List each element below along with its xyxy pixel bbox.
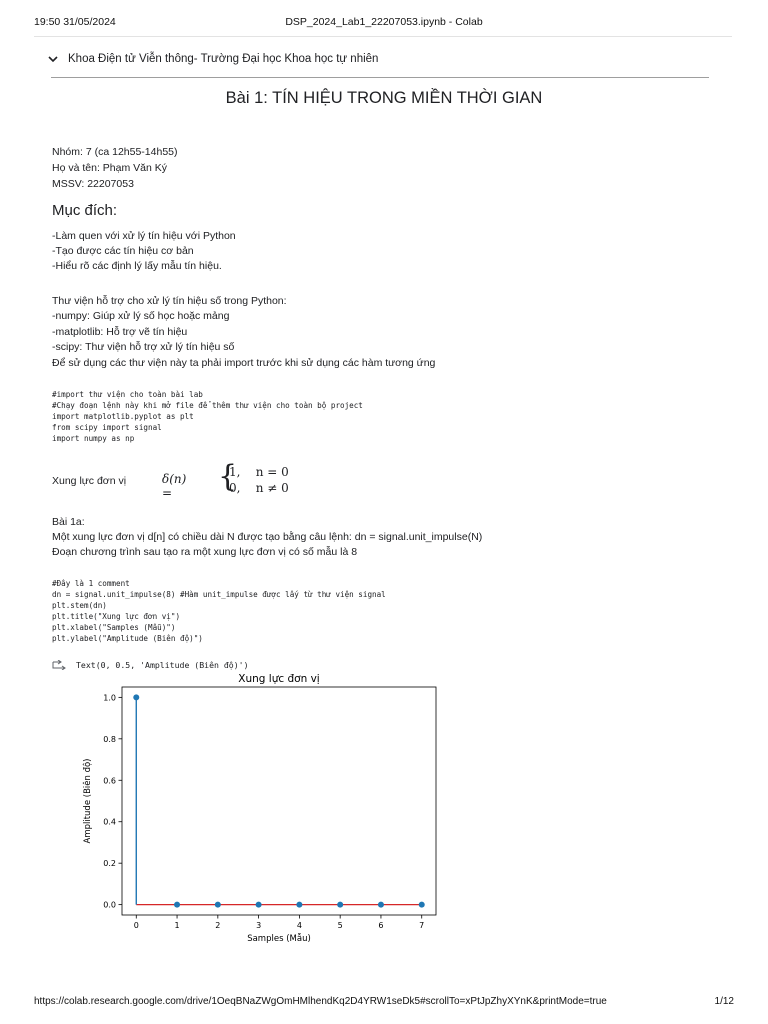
code-line: plt.ylabel("Amplitude (Biên độ)") bbox=[52, 634, 203, 643]
y-tick-label: 0.0 bbox=[103, 900, 116, 910]
library-item: -matplotlib: Hỗ trợ vẽ tín hiệu bbox=[52, 326, 188, 338]
library-item: -scipy: Thư viện hỗ trợ xử lý tín hiệu số bbox=[52, 341, 235, 353]
formula-brace: { bbox=[218, 459, 238, 494]
stem-marker bbox=[296, 902, 302, 908]
formula-label: Xung lực đơn vị bbox=[52, 475, 127, 487]
code-line: plt.xlabel("Samples (Mẫu)") bbox=[52, 623, 176, 632]
code-line: import matplotlib.pyplot as plt bbox=[52, 412, 194, 421]
footer-page-number: 1/12 bbox=[714, 996, 734, 1007]
y-tick-label: 0.2 bbox=[103, 859, 116, 869]
x-tick-label: 3 bbox=[256, 921, 262, 930]
x-tick-label: 6 bbox=[378, 921, 384, 930]
code-line: #Chạy đoạn lệnh này khi mở file để thêm thư viện cho toàn bộ project bbox=[52, 401, 363, 410]
plot-frame bbox=[122, 687, 436, 915]
print-header bbox=[34, 16, 734, 30]
footer-url: https://colab.research.google.com/drive/1OeqBNaZWgOmHMlhendKq2D4YRW1seDk5#scrollTo=xPtJpZhyXYnK&printMode=true bbox=[34, 996, 607, 1007]
info-student-id: MSSV: 22207053 bbox=[52, 178, 134, 190]
exercise-heading: Bài 1a: bbox=[52, 516, 85, 528]
purpose-item: -Làm quen với xử lý tín hiệu với Python bbox=[52, 230, 236, 242]
stem-marker bbox=[174, 902, 180, 908]
section-header[interactable] bbox=[46, 51, 378, 67]
purpose-item: -Hiểu rõ các định lý lấy mẫu tín hiệu. bbox=[52, 260, 222, 272]
y-tick-label: 0.6 bbox=[103, 776, 116, 786]
stem-marker bbox=[133, 694, 139, 700]
chart-title: Xung lực đơn vị bbox=[238, 673, 320, 685]
code-line: dn = signal.unit_impulse(8) #Hàm unit_impulse được lấy từ thư viện signal bbox=[52, 590, 386, 599]
stem-marker bbox=[256, 902, 262, 908]
output-arrow-icon bbox=[52, 660, 66, 670]
print-datetime: 19:50 31/05/2024 bbox=[34, 16, 116, 28]
libraries-note: Để sử dụng các thư viện này ta phải import trước khi sử dụng các hàm tương ứng bbox=[52, 357, 436, 369]
stem-marker bbox=[419, 902, 425, 908]
x-tick-label: 5 bbox=[337, 921, 343, 930]
y-tick-label: 1.0 bbox=[103, 693, 116, 703]
x-tick-label: 7 bbox=[419, 921, 425, 930]
formula-case-2: 0, n ≠ 0 bbox=[229, 481, 289, 495]
code-line: #import thư viện cho toàn bài lab bbox=[52, 390, 203, 399]
library-item: -numpy: Giúp xử lý số học hoặc mảng bbox=[52, 310, 230, 322]
formula-lhs: δ(n) = bbox=[162, 472, 187, 500]
purpose-item: -Tạo được các tín hiệu cơ bản bbox=[52, 245, 194, 257]
x-tick-label: 4 bbox=[296, 921, 302, 930]
page-title: Bài 1: TÍN HIỆU TRONG MIỀN THỜI GIAN bbox=[225, 89, 543, 107]
code-line: #Đây là 1 comment bbox=[52, 579, 130, 588]
y-tick-label: 0.8 bbox=[103, 734, 116, 744]
cell-output bbox=[52, 659, 249, 671]
code-line: from scipy import signal bbox=[52, 423, 162, 432]
print-doc-title: DSP_2024_Lab1_22207053.ipynb - Colab bbox=[285, 16, 483, 28]
exercise-line: Đoạn chương trình sau tạo ra một xung lực đơn vị có số mẫu là 8 bbox=[52, 546, 358, 558]
libraries-intro: Thư viện hỗ trợ cho xử lý tín hiệu số trong Python: bbox=[52, 295, 287, 307]
chevron-down-icon[interactable] bbox=[46, 52, 60, 66]
formula-case-1: 1, n = 0 bbox=[229, 465, 289, 479]
exercise-line: Một xung lực đơn vị d[n] có chiều dài N được tạo bằng câu lệnh: dn = signal.unit_impulse(N) bbox=[52, 531, 483, 543]
code-line: plt.stem(dn) bbox=[52, 601, 107, 610]
y-tick-label: 0.4 bbox=[103, 817, 116, 827]
purpose-heading: Mục đích: bbox=[52, 202, 118, 219]
info-name: Họ và tên: Phạm Văn Ký bbox=[52, 162, 167, 174]
stem-marker bbox=[215, 902, 221, 908]
section-header-label: Khoa Điện tử Viễn thông- Trường Đại học Khoa học tự nhiên bbox=[68, 53, 379, 65]
code-line: import numpy as np bbox=[52, 434, 135, 443]
output-text: Text(0, 0.5, 'Amplitude (Biên độ)') bbox=[76, 660, 249, 670]
stem-marker bbox=[337, 902, 343, 908]
section-divider bbox=[51, 77, 709, 78]
header-divider bbox=[34, 36, 732, 37]
x-tick-label: 1 bbox=[174, 921, 180, 930]
info-group: Nhóm: 7 (ca 12h55-14h55) bbox=[52, 146, 178, 158]
x-tick-label: 0 bbox=[133, 921, 139, 930]
x-tick-label: 2 bbox=[215, 921, 221, 930]
stem-marker bbox=[378, 902, 384, 908]
code-line: plt.title("Xung lực đơn vị") bbox=[52, 612, 181, 621]
x-axis-label: Samples (Mẫu) bbox=[247, 934, 311, 944]
y-axis-label: Amplitude (Biên độ) bbox=[83, 758, 93, 844]
stem-chart bbox=[76, 672, 452, 947]
